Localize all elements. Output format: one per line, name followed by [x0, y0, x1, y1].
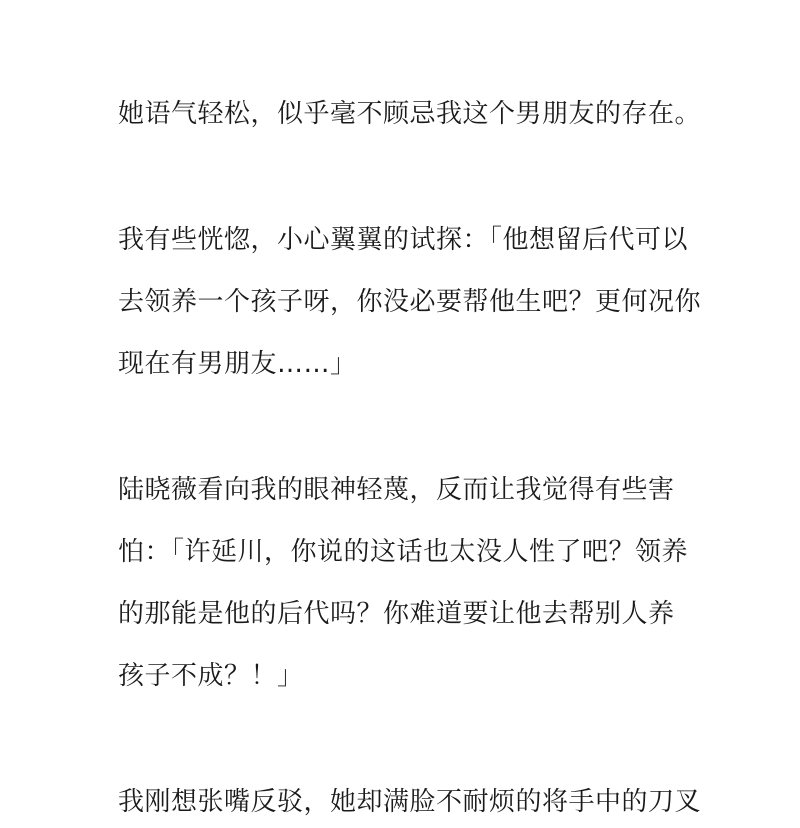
paragraph-3-line-3: 的那能是他的后代吗？你难道要让他去帮别人养 — [118, 599, 675, 629]
paragraph-3-line-2: 怕：「许延川，你说的这话也太没人性了吧？领养 — [118, 537, 689, 567]
paragraph-2-line-1: 我有些恍惚，小心翼翼的试探：「他想留后代可以 — [118, 225, 689, 255]
paragraph-4-line-1: 我刚想张嘴反驳，她却满脸不耐烦的将手中的刀叉 — [118, 787, 702, 817]
paragraph-3-line-4: 孩子不成？！」 — [118, 661, 304, 691]
paragraph-2-line-3: 现在有男朋友……」 — [118, 349, 357, 379]
paragraph-3-line-1: 陆晓薇看向我的眼神轻蔑，反而让我觉得有些害 — [118, 475, 675, 505]
paragraph-2-line-2: 去领养一个孩子呀，你没必要帮他生吧？更何况你 — [118, 287, 702, 317]
paragraph-1-line-1: 她语气轻松，似乎毫不顾忌我这个男朋友的存在。 — [118, 99, 702, 129]
